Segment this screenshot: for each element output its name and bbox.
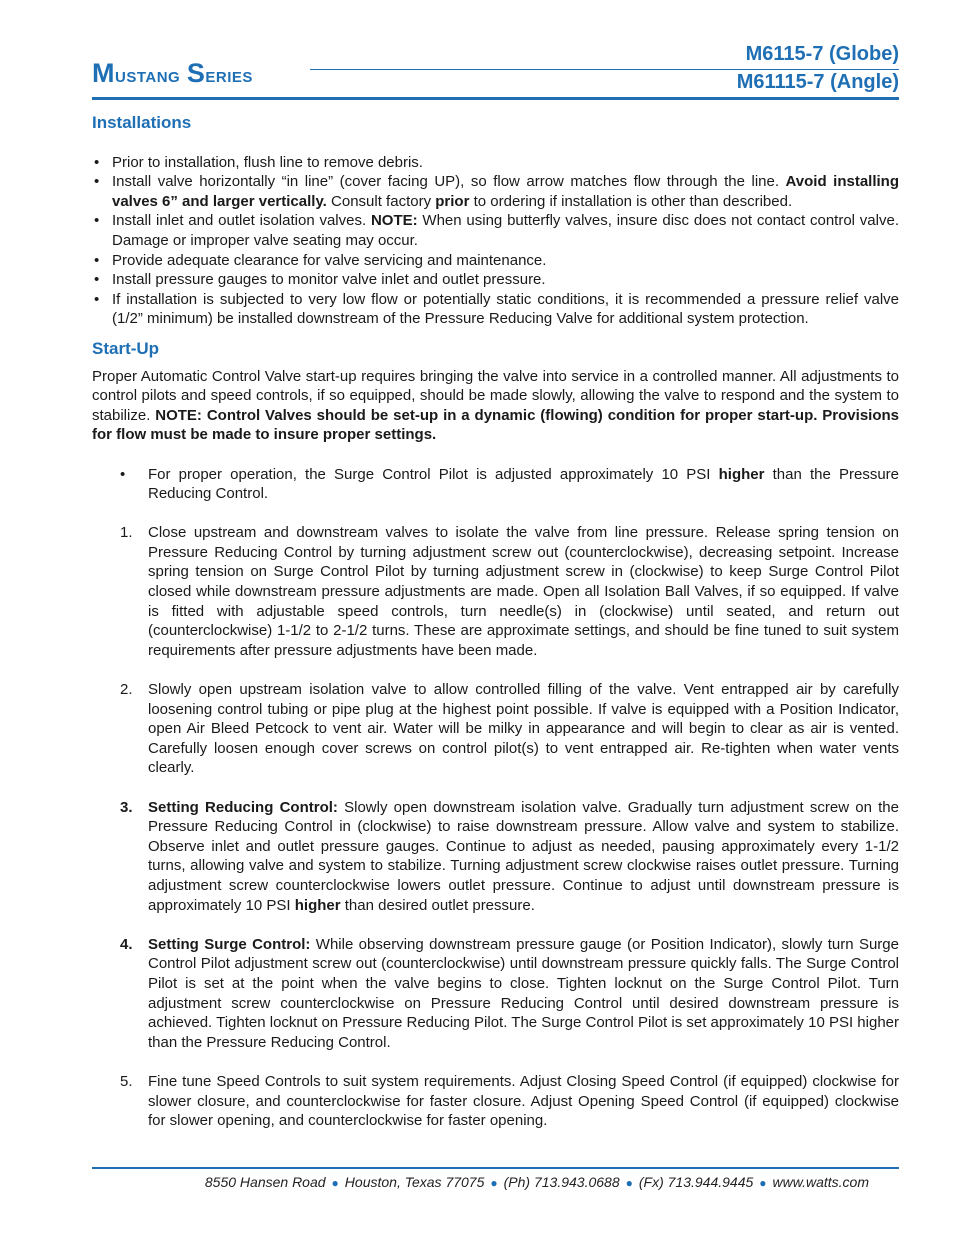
model-numbers (737, 40, 899, 96)
installations-list (92, 153, 899, 329)
startup-bullet: • For proper operation, the Surge Control Pilot is adjusted approximately 10 PSI higher than the Pressure Reducing Control. (120, 465, 899, 503)
series-title: Mustang Series (92, 58, 253, 88)
bullet-icon: ● (625, 1176, 633, 1190)
step-4: 4. Setting Surge Control: While observing downstream pressure gauge (or Position Indicator), slowly turn Surge Control Pilot adjustment screw out (counterclockwise) until downstream pressure quickly falls. The Surge Control Pilot is set at the point when the valve begins to close. Tighten locknut on the Surge Control Pilot. Turn adjustment screw counterclockwise on Pressure Reducing Control until desired downstream pressure is achieved. Tighten locknut on Pressure Reducing Pilot. The Surge Control Pilot is set approximately 10 PSI higher than the Pressure Reducing Control. (120, 935, 899, 1051)
footer-phone: (Ph) 713.943.0688 (503, 1174, 620, 1190)
installation-item: • Provide adequate clearance for valve servicing and maintenance. (92, 251, 899, 271)
installation-item: • If installation is subjected to very low flow or potentially static conditions, it is recommended a pressure relief valve (1/2” minimum) be installed downstream of the Pressure Reducing Valve for additional system protection. (92, 290, 899, 329)
footer-rule (92, 1167, 899, 1169)
startup-heading: Start-Up (92, 338, 160, 358)
footer (92, 1174, 869, 1190)
installations-heading: Installations (92, 113, 192, 132)
bullet-icon: ● (331, 1176, 339, 1190)
step-2: 2. Slowly open upstream isolation valve to allow controlled filling of the valve. Vent entrapped air by carefully loosening control tubing or pipe plug at the highest point possible. If valve is equipped with a Position Indicator, open Air Bleed Petcock to vent air. Water will be milky in appearance and will begin to clear as air is vented. Carefully loosen enough cover screws on control pilot(s) to vent entrapped air. Re-tighten when water vents clearly. (120, 681, 899, 777)
document-body (92, 113, 899, 1131)
model-globe: M6115-7 (Globe) (745, 43, 899, 65)
installation-item: • Install valve horizontally “in line” (cover facing UP), so flow arrow matches flow through the line. Avoid installing valves 6” and larger vertically. Consult factory prior to ordering if installation is other than described. (92, 172, 899, 211)
installation-item: • Prior to installation, flush line to remove debris. (92, 153, 899, 173)
header-rule-thick (92, 97, 899, 100)
footer-address: 8550 Hansen Road (204, 1174, 326, 1190)
step-3: 3. Setting Reducing Control: Slowly open downstream isolation valve. Gradually turn adjustment screw on the Pressure Reducing Control in (clockwise) to raise downstream pressure. Allow valve and system to stabilize. Observe inlet and outlet pressure gauges. Continue to adjust as needed, pausing approximately every 1-1/2 turns, allowing valve and system to stabilize. Turning adjustment screw clockwise raises outlet pressure. Turning adjustment screw counterclockwise lowers outlet pressure. Continue to adjust until downstream pressure is approximately 10 PSI higher than desired outlet pressure. (120, 798, 899, 914)
footer-city: Houston, Texas 77075 (344, 1174, 485, 1190)
step-1: 1. Close upstream and downstream valves to isolate the valve from line pressure. Release spring tension on Pressure Reducing Control by turning adjustment screw out (counterclockwise), decreasing setpoint. Increase spring tension on Surge Control Pilot by turning adjustment screw in (clockwise) to keep Surge Control Pilot closed while downstream pressure adjustments are made. Open all Isolation Ball Valves, if so equipped. If valve is fitted with adjustable speed controls, turn needle(s) in (clockwise) until seated, and return out (counterclockwise) 1-1/2 to 2-1/2 turns. These are approximate settings, and should be fine tuned to suit system requirements after pressure adjustments have been made. (120, 524, 899, 659)
model-angle: M61115-7 (Angle) (736, 71, 899, 93)
installation-item: • Install inlet and outlet isolation valves. NOTE: When using butterfly valves, insure disc does not contact control valve. Damage or improper valve seating may occur. (92, 211, 899, 250)
startup-intro: Proper Automatic Control Valve start-up requires bringing the valve into service in a controlled manner. All adjustments to control pilots and speed controls, if so equipped, should be made slowly, allowing the valve to respond and the system to stabilize. NOTE: Control Valves should be set-up in a dynamic (flowing) condition for proper start-up. Provisions for flow must be made to insure proper settings. (92, 367, 899, 444)
bullet-icon: ● (490, 1176, 498, 1190)
step-5: 5. Fine tune Speed Controls to suit system requirements. Adjust Closing Speed Control (if equipped) clockwise for slower closure, and counterclockwise for faster closure. Adjust Opening Speed Control (if equipped) clockwise for slower opening, and counterclockwise for faster opening. (120, 1072, 899, 1130)
footer-fax: (Fx) 713.944.9445 (638, 1174, 754, 1190)
bullet-icon: ● (759, 1176, 767, 1190)
footer-website[interactable]: www.watts.com (772, 1174, 869, 1190)
installation-item: • Install pressure gauges to monitor valve inlet and outlet pressure. (92, 270, 899, 290)
